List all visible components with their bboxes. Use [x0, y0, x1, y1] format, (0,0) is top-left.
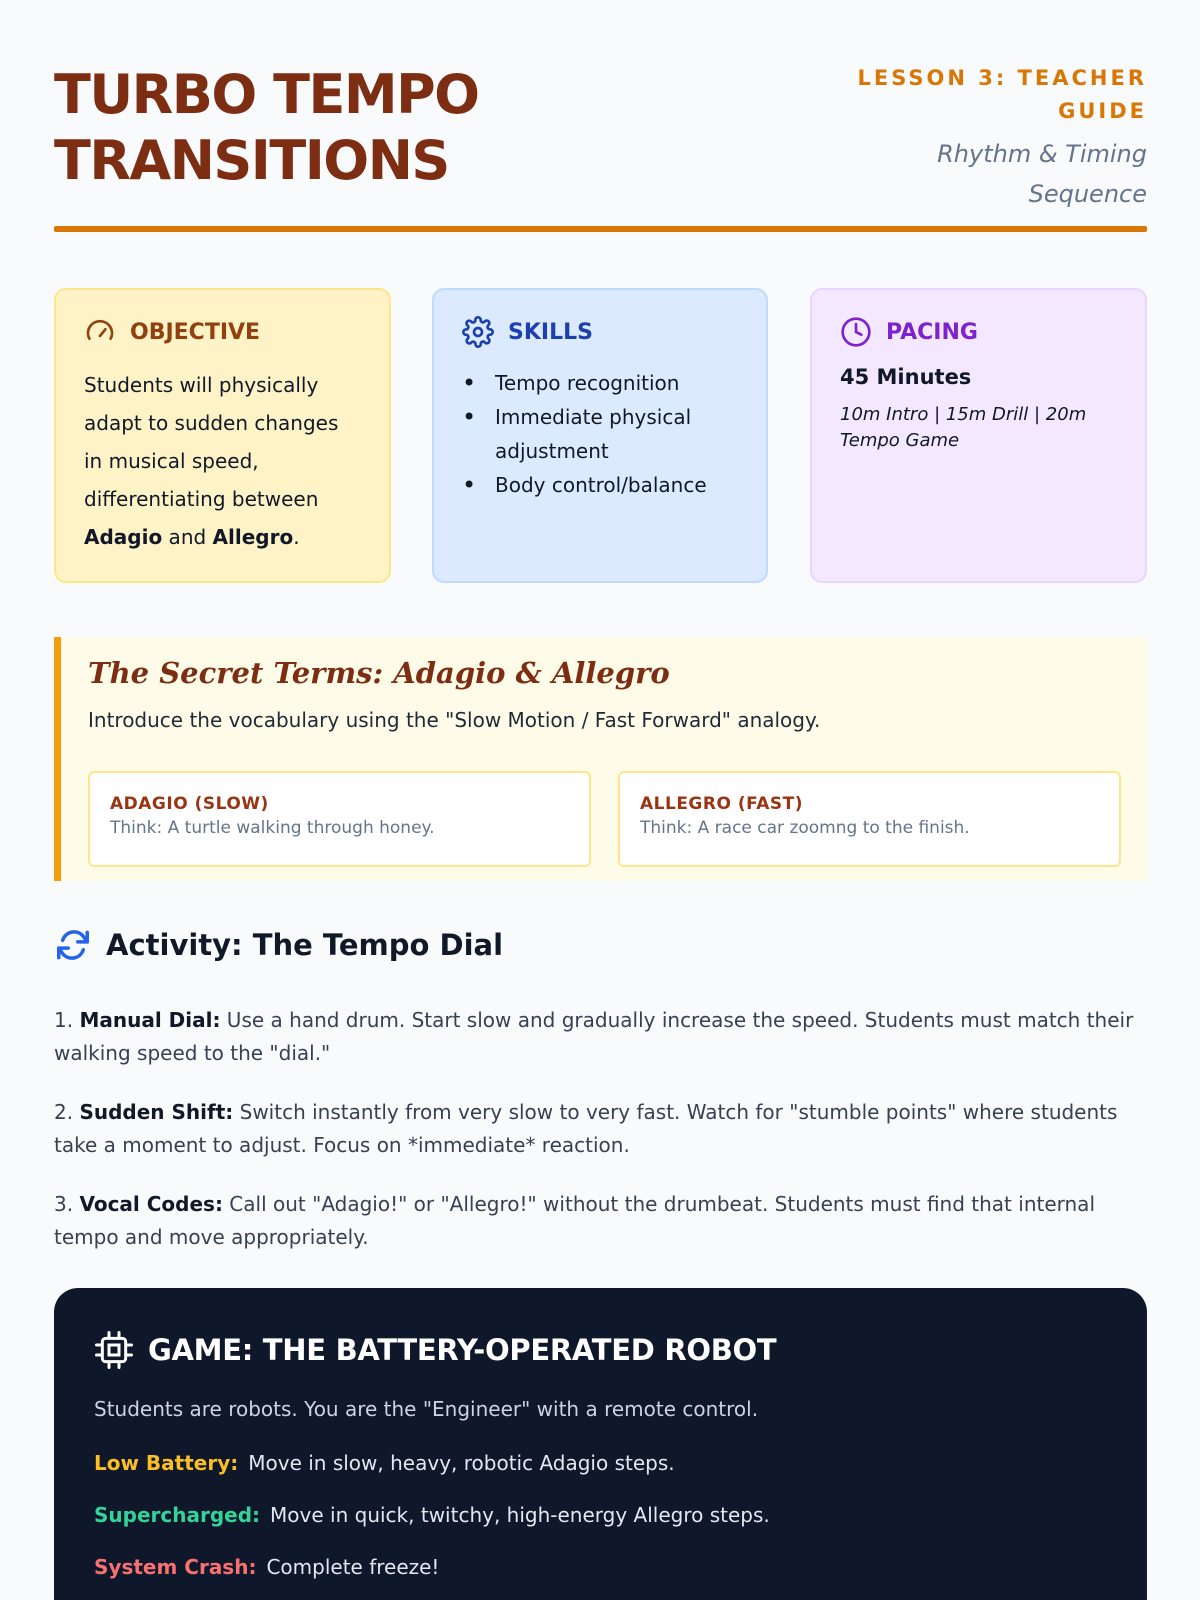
step-label: Vocal Codes: [79, 1192, 223, 1216]
lesson-label-line: LESSON 3: TEACHER [857, 66, 1147, 90]
allegro-term-box [618, 771, 1121, 867]
pacing-title: PACING [886, 319, 978, 345]
game-intro: Students are robots. You are the "Engineer" with a remote control. [94, 1397, 759, 1421]
activity-steps [54, 1004, 1147, 1254]
lesson-subtitle [817, 134, 1147, 214]
skills-card [432, 288, 768, 583]
gear-icon [462, 316, 494, 348]
objective-text-part: and [162, 525, 213, 549]
term-description: Think: A turtle walking through honey. [110, 818, 435, 838]
activity-step [54, 1004, 1147, 1070]
objective-text-part: Students will physically adapt to sudden changes in musical speed, differentiating between [84, 373, 339, 511]
secret-terms-section [54, 637, 1147, 881]
activity-header [54, 920, 1147, 970]
step-label: Sudden Shift: [79, 1100, 234, 1124]
rule-key: Supercharged: [94, 1503, 261, 1527]
objective-term: Adagio [84, 525, 163, 549]
step-number: 1. [54, 1008, 80, 1032]
list-item: • Immediate physical adjustment [462, 400, 738, 468]
activity-section [54, 920, 1147, 1280]
lesson-meta [817, 62, 1147, 214]
step-text: Use a hand drum. Start slow and gradually increase the speed. Students must match their walking speed to the "dial." [54, 1008, 1134, 1065]
game-header [94, 1328, 1107, 1372]
step-label: Manual Dial: [79, 1008, 221, 1032]
term-name: ADAGIO (SLOW) [110, 794, 269, 814]
rule-text: Move in quick, twitchy, high-energy Allegro steps. [270, 1503, 770, 1527]
game-rule [94, 1552, 1107, 1582]
objective-card [54, 288, 391, 583]
terms-intro: Introduce the vocabulary using the "Slow Motion / Fast Forward" analogy. [88, 708, 821, 732]
game-rule [94, 1448, 1107, 1478]
activity-step [54, 1188, 1147, 1254]
objective-text-part: . [293, 525, 300, 549]
rule-text: Move in slow, heavy, robotic Adagio steps. [248, 1451, 675, 1475]
activity-title: Activity: The Tempo Dial [106, 928, 504, 962]
rule-key: System Crash: [94, 1555, 257, 1579]
objective-term: Allegro [212, 525, 294, 549]
subtitle-line: Rhythm & Timing [937, 140, 1147, 168]
header-divider [54, 226, 1147, 232]
pacing-duration: 45 Minutes [840, 365, 972, 389]
list-item: • Body control/balance [462, 468, 738, 502]
title-line: TURBO TEMPO [54, 63, 479, 126]
rule-text: Complete freeze! [266, 1555, 440, 1579]
rule-key: Low Battery: [94, 1451, 239, 1475]
game-rule [94, 1500, 1107, 1530]
activity-step [54, 1096, 1147, 1162]
step-number: 2. [54, 1100, 80, 1124]
subtitle-line: Sequence [1028, 180, 1147, 208]
page-header [54, 62, 1147, 234]
step-text: Call out "Adagio!" or "Allegro!" without the drumbeat. Students must find that internal tempo and move appropriately. [54, 1192, 1095, 1249]
game-panel [54, 1288, 1147, 1600]
skills-header [462, 318, 738, 346]
title-line: TRANSITIONS [54, 129, 449, 192]
objective-text [84, 366, 361, 556]
adagio-term-box [88, 771, 591, 867]
skills-title: SKILLS [508, 319, 593, 345]
gauge-icon [84, 316, 116, 348]
chip-icon [94, 1330, 134, 1370]
lesson-label-line: GUIDE [1058, 99, 1147, 123]
objective-title: OBJECTIVE [130, 319, 261, 345]
list-item: • Tempo recognition [462, 366, 738, 400]
page-title [54, 62, 674, 194]
pacing-breakdown: 10m Intro | 15m Drill | 20m Tempo Game [840, 404, 1087, 451]
game-title: GAME: THE BATTERY-OPERATED ROBOT [148, 1333, 777, 1367]
refresh-icon [54, 926, 92, 964]
step-number: 3. [54, 1192, 80, 1216]
overview-cards [54, 288, 1147, 583]
clock-icon [840, 316, 872, 348]
terms-title: The Secret Terms: Adagio & Allegro [88, 656, 670, 690]
term-name: ALLEGRO (FAST) [640, 794, 804, 814]
term-description: Think: A race car zoomng to the finish. [640, 818, 970, 838]
skills-list [462, 366, 738, 502]
lesson-page [54, 0, 1147, 1600]
step-text: Switch instantly from very slow to very fast. Watch for "stumble points" where students take a moment to adjust. Focus on *immediate* reaction. [54, 1100, 1118, 1157]
pacing-header [840, 318, 1117, 346]
objective-header [84, 318, 361, 346]
pacing-card [810, 288, 1147, 583]
lesson-label [817, 62, 1147, 128]
